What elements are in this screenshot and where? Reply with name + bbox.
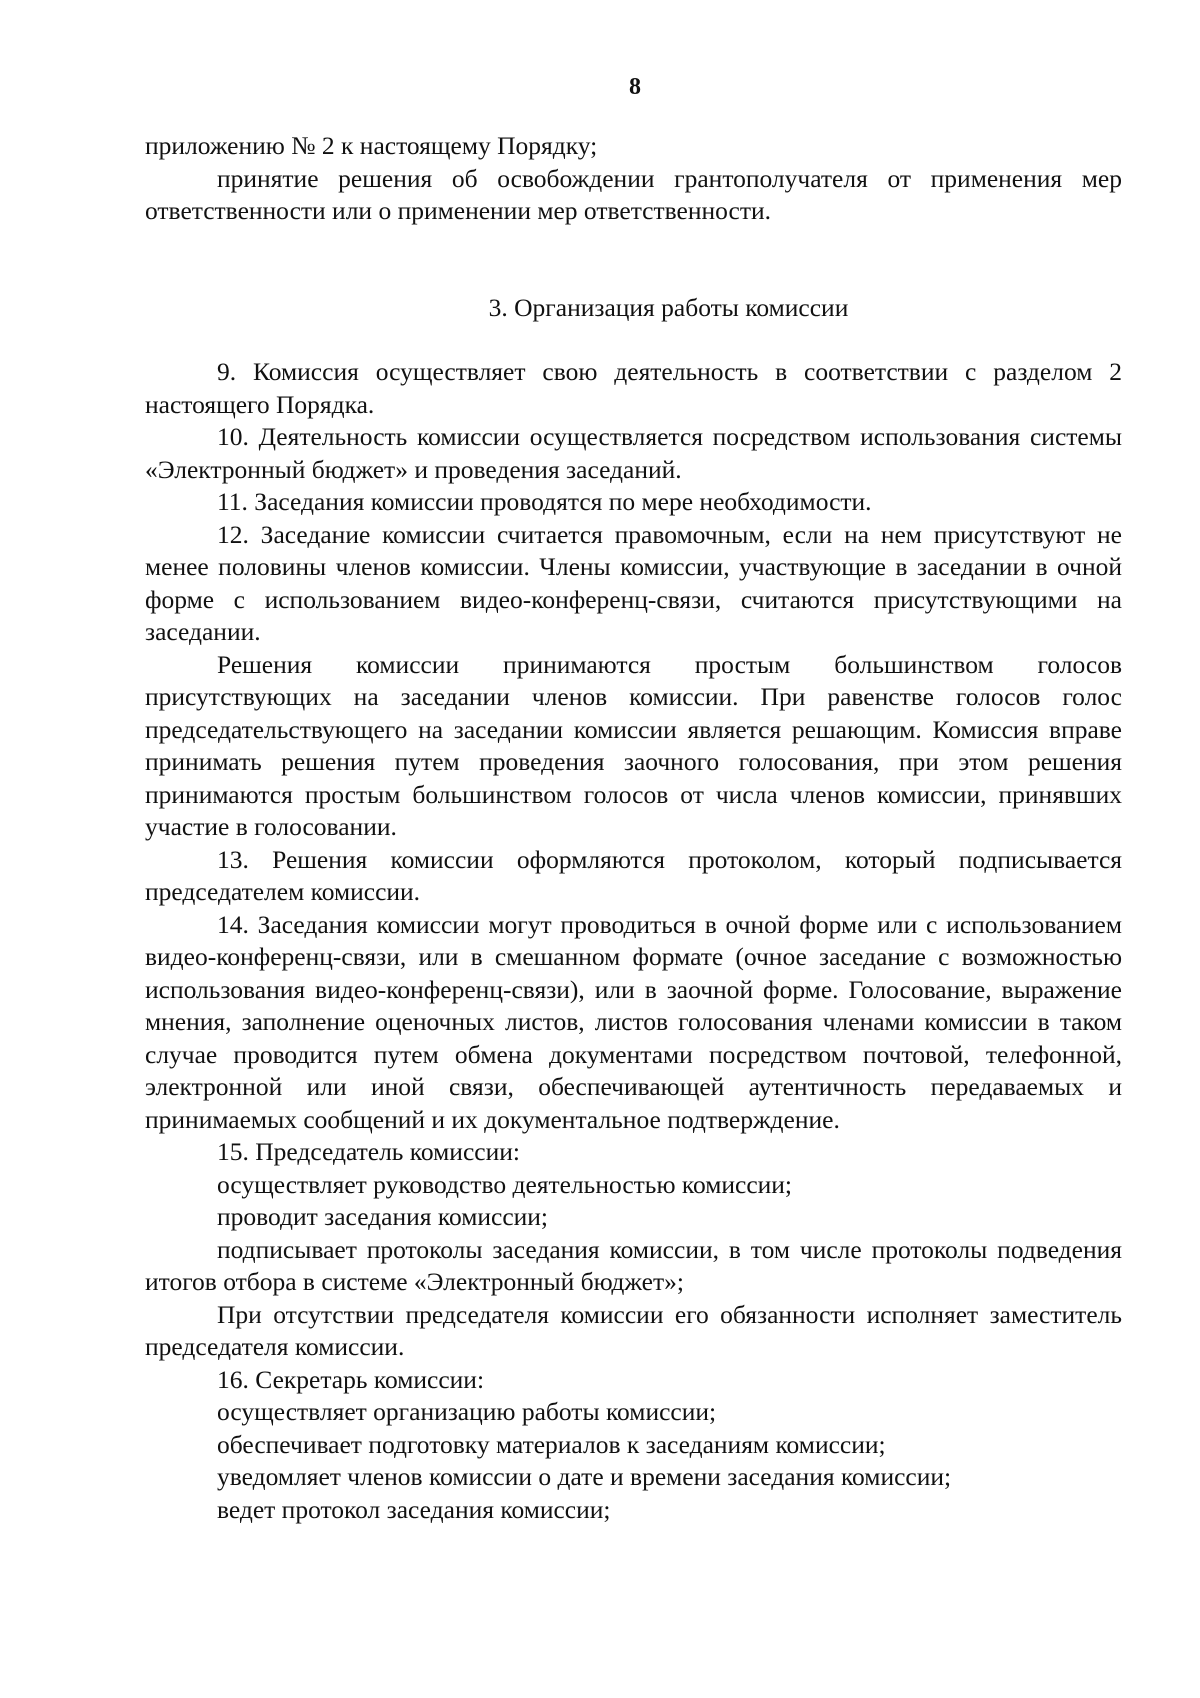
paragraph: Решения комиссии принимаются простым большинством голосов присутствующих на заседании членов комиссии. При равенстве голосов голос председательствующего на заседании комиссии является решающим. Комиссия вправе принимать решения путем проведения заочного голосования, при этом решения принимаются простым большинством голосов от числа членов комиссии, принявших участие в голосовании. [145,649,1122,841]
paragraph-item-15: 15. Председатель комиссии: [217,1137,520,1166]
list-item: осуществляет организацию работы комиссии; [217,1397,717,1426]
paragraph: принятие решения об освобождении грантополучателя от применения мер ответственности или о применении мер ответственности. [145,163,1122,225]
paragraph-item-11: 11. Заседания комиссии проводятся по мере необходимости. [217,487,872,516]
paragraph-item-16: 16. Секретарь комиссии: [217,1364,485,1394]
paragraph-item-14: 14. Заседания комиссии могут проводиться в очной форме или с использованием видео-конференц-связи, или в смешанном формате (очное заседание с возможностью использования видео-конференц-связи), или в заочной форме. Голосование, выражение мнения, заполнение оценочных листов, листов голосования членами комиссии в таком случае проводится путем обмена документами посредством почтовой, телефонной, электронной или иной связи, обеспечивающей аутентичность передаваемых и принимаемых сообщений и их документальное подтверждение. [145,909,1122,1134]
document-body [145,130,1122,1526]
paragraph: При отсутствии председателя комиссии его обязанности исполняет заместитель председателя комиссии. [145,1299,1122,1361]
list-item: ведет протокол заседания комиссии; [217,1494,611,1524]
list-item: подписывает протоколы заседания комиссии, в том числе протоколы подведения итогов отбора в системе «Электронный бюджет»; [145,1234,1122,1296]
list-item: осуществляет руководство деятельностью комиссии; [217,1169,793,1199]
paragraph-item-13: 13. Решения комиссии оформляются протоколом, который подписывается председателем комиссии. [145,844,1122,906]
section-title: 3. Организация работы комиссии [488,292,849,322]
list-item: проводит заседания комиссии; [217,1202,549,1231]
paragraph-item-10: 10. Деятельность комиссии осуществляется посредством использования системы «Электронный бюджет» и проведения заседаний. [145,422,1122,484]
paragraph-continuation: приложению № 2 к настоящему Порядку; [145,131,598,160]
paragraph-item-9: 9. Комиссия осуществляет свою деятельность в соответствии с разделом 2 настоящего Порядка. [145,357,1122,419]
page-number: 8 [629,74,641,100]
list-item: уведомляет членов комиссии о дате и времени заседания комиссии; [217,1462,952,1491]
paragraph-item-12: 12. Заседание комиссии считается правомочным, если на нем присутствуют не менее половины членов комиссии. Члены комиссии, участвующие в заседании в очной форме с использованием видео-конференц-связи, считаются присутствующими на заседании. [145,519,1122,646]
list-item: обеспечивает подготовку материалов к заседаниям комиссии; [217,1429,886,1459]
